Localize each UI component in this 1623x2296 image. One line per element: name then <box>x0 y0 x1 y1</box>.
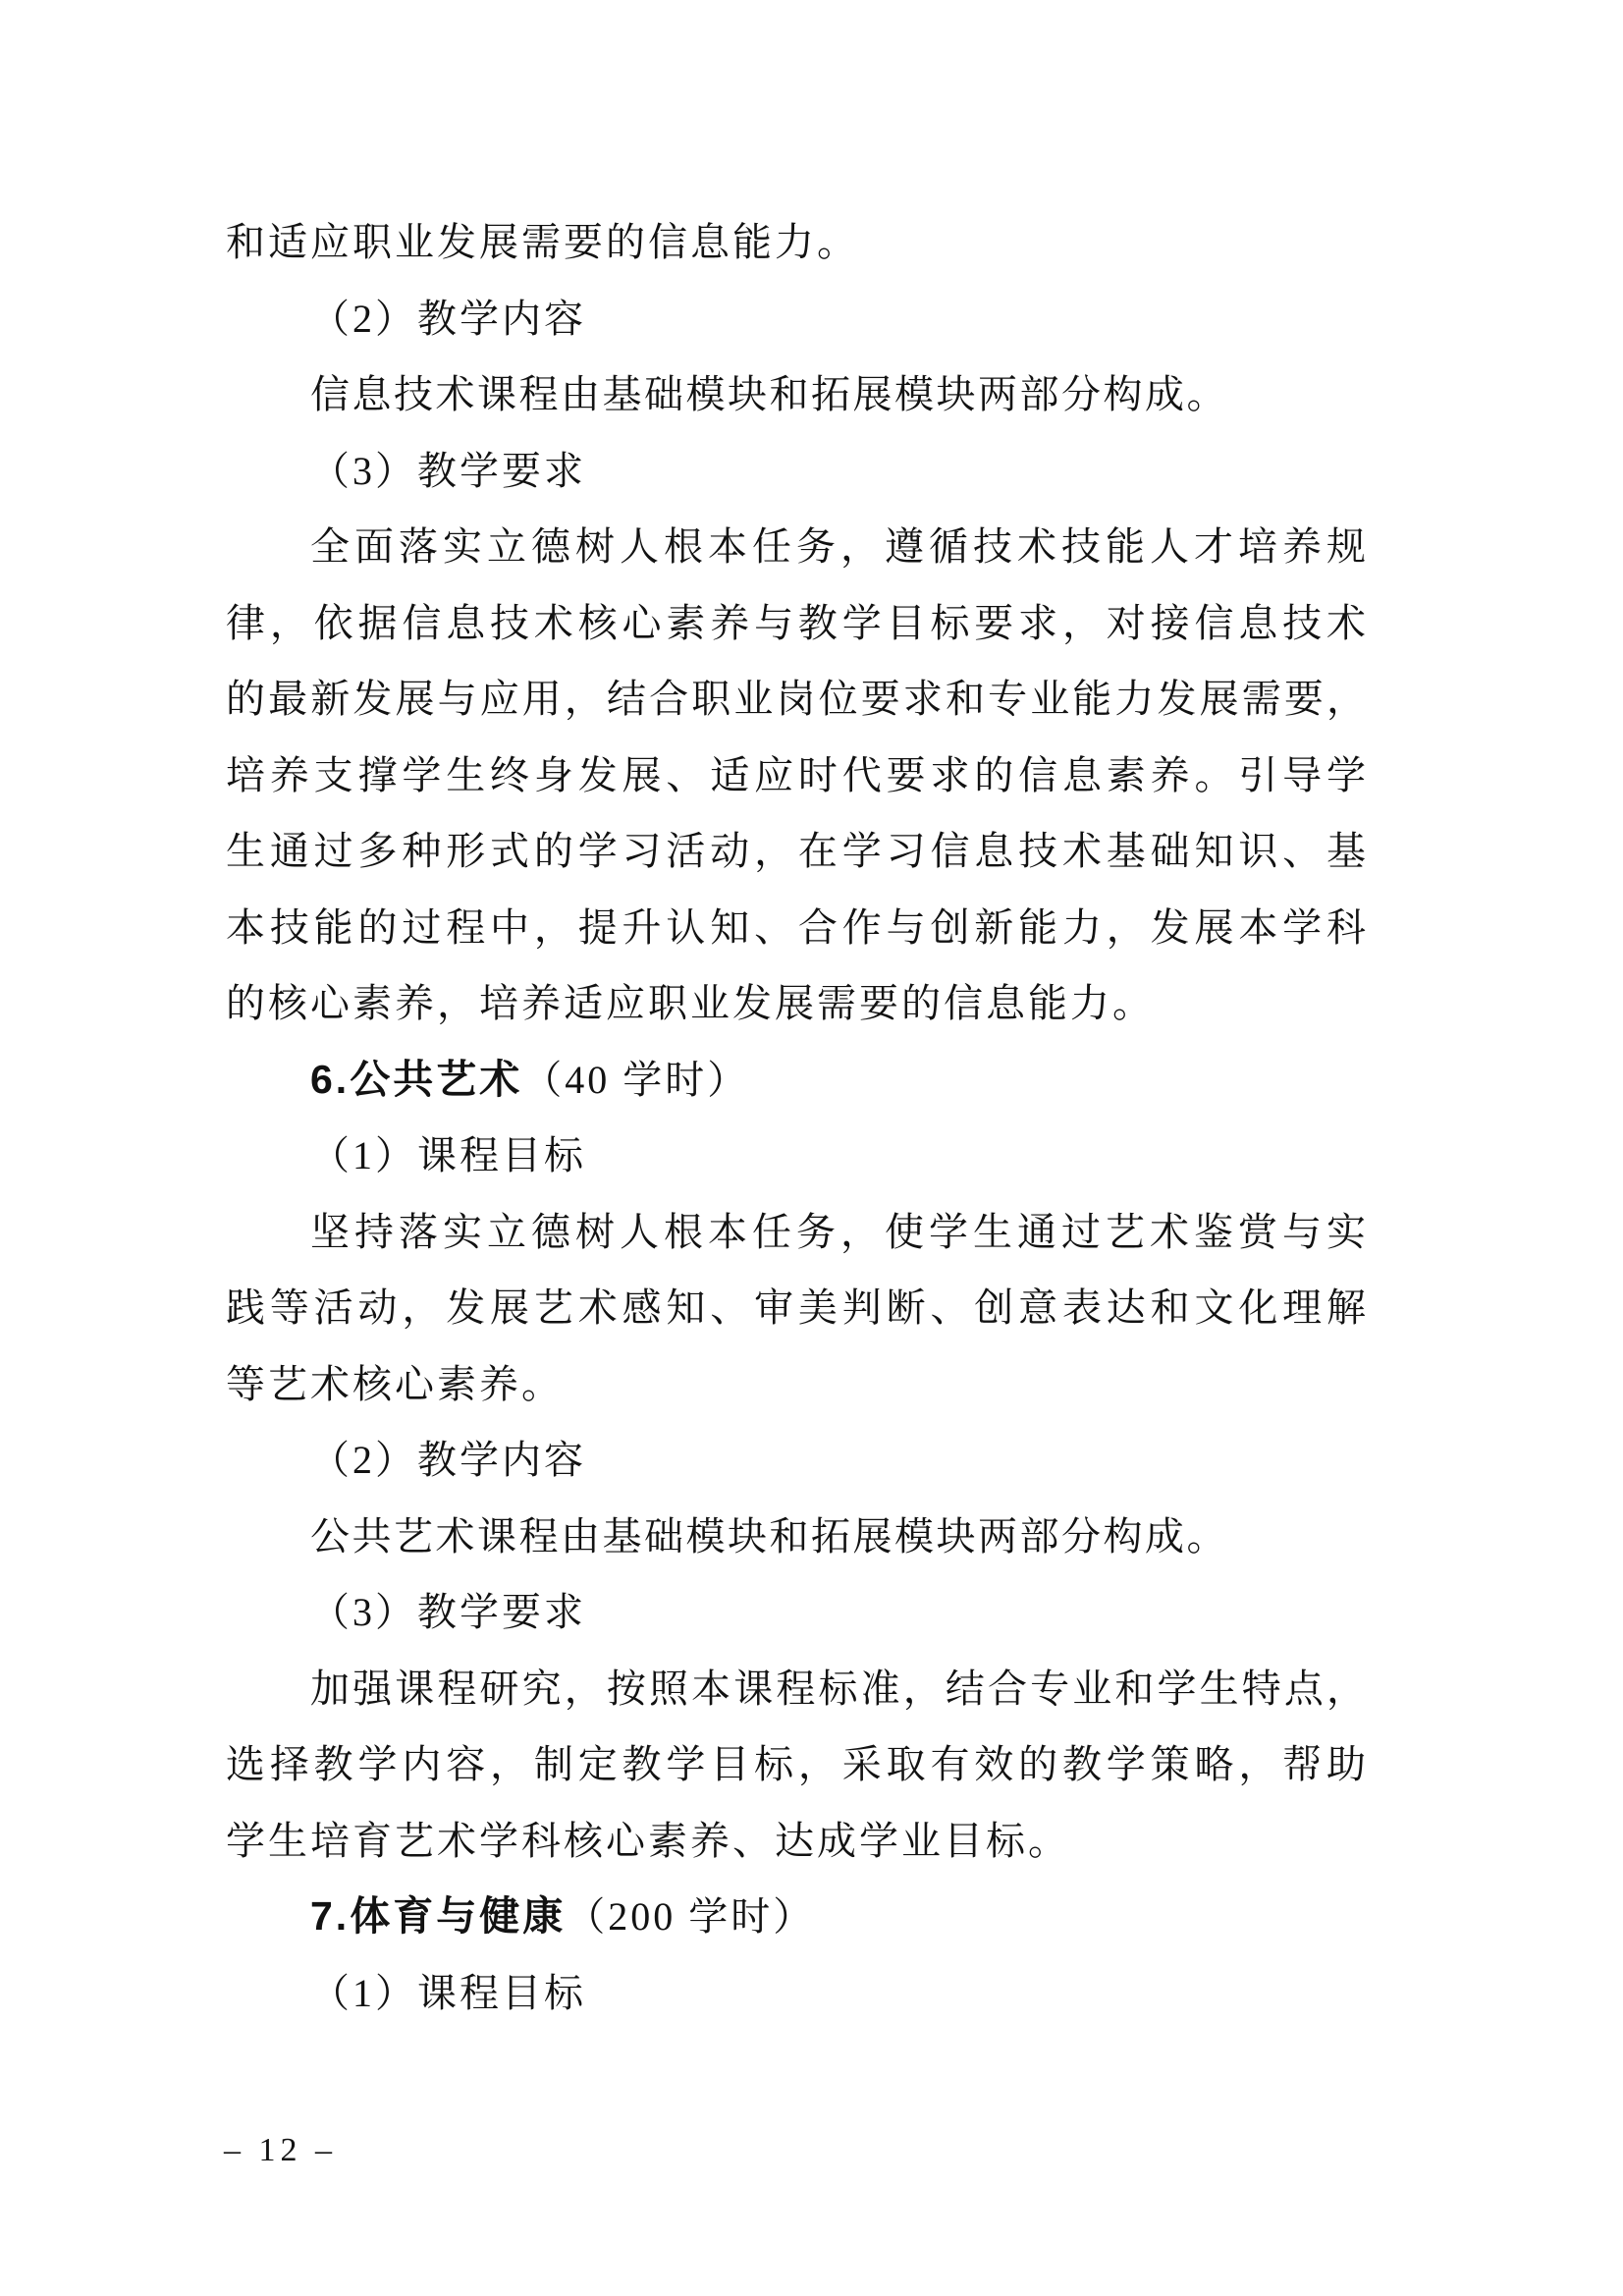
text-line: 律，依据信息技术核心素养与教学目标要求，对接信息技术 <box>226 600 1368 645</box>
text-line: 学生培育艺术学科核心素养、达成学业目标。 <box>226 1818 1070 1863</box>
subheading-line: （2）教学内容 <box>310 1438 586 1482</box>
subheading-line: （2）教学内容 <box>310 296 586 341</box>
subheading-line: （3）教学要求 <box>310 448 586 493</box>
document-body <box>226 204 1368 2031</box>
section-heading-pe-health <box>226 1879 1368 1955</box>
subheading-line: （3）教学要求 <box>310 1590 586 1634</box>
text-line: 信息技术课程由基础模块和拓展模块两部分构成。 <box>310 372 1228 416</box>
section-heading-public-art <box>226 1042 1368 1119</box>
text-line: 全面落实立德树人根本任务，遵循技术技能人才培养规 <box>310 524 1368 569</box>
section-heading-hours: （200 学时） <box>566 1894 816 1939</box>
text-line: 等艺术核心素养。 <box>226 1361 564 1406</box>
text-line: 加强课程研究，按照本课程标准，结合专业和学生特点， <box>310 1666 1368 1711</box>
text-line: 践等活动，发展艺术感知、审美判断、创意表达和文化理解 <box>226 1285 1368 1330</box>
text-line: 公共艺术课程由基础模块和拓展模块两部分构成。 <box>310 1513 1228 1558</box>
text-line: 本技能的过程中，提升认知、合作与创新能力，发展本学科 <box>226 904 1368 950</box>
section-heading-number-title: 6.公共艺术 <box>310 1056 523 1102</box>
text-line: 和适应职业发展需要的信息能力。 <box>226 220 859 264</box>
subheading-line: （1）课程目标 <box>310 1133 586 1177</box>
section-heading-hours: （40 学时） <box>522 1057 750 1102</box>
text-line: 坚持落实立德树人根本任务，使学生通过艺术鉴赏与实 <box>310 1209 1368 1254</box>
text-line: 培养支撑学生终身发展、适应时代要求的信息素养。引导学 <box>226 752 1368 797</box>
text-line: 生通过多种形式的学习活动，在学习信息技术基础知识、基 <box>226 829 1368 873</box>
subheading-line: （1）课程目标 <box>310 1970 586 2015</box>
section-heading-number-title: 7.体育与健康 <box>310 1893 567 1939</box>
text-line: 的核心素养，培养适应职业发展需要的信息能力。 <box>226 981 1155 1025</box>
text-line: 选择教学内容，制定教学目标，采取有效的教学策略，帮助 <box>226 1742 1368 1786</box>
page-number: – 12 – <box>224 2132 337 2168</box>
text-line: 的最新发展与应用，结合职业岗位要求和专业能力发展需要， <box>226 677 1368 721</box>
